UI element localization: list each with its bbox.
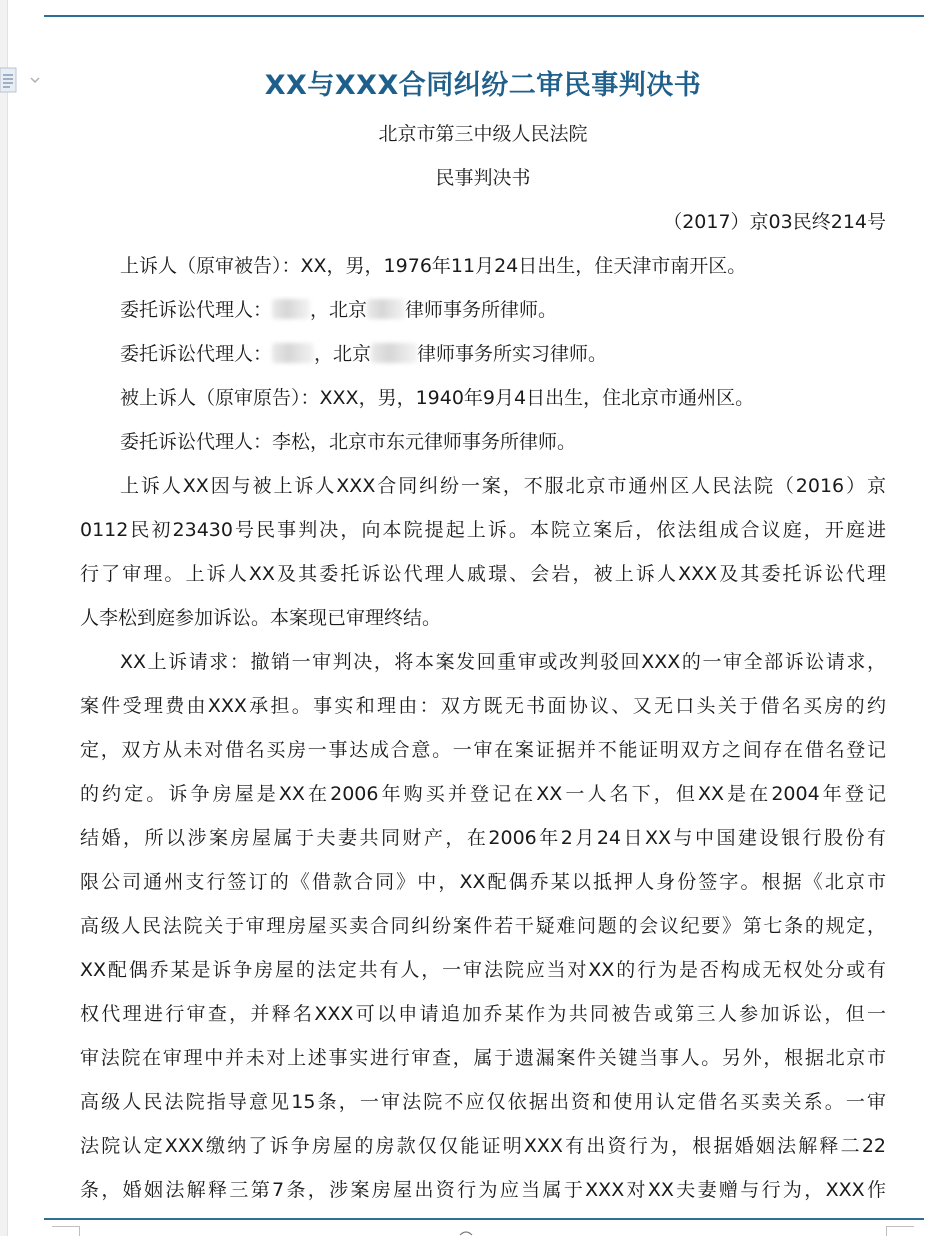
text-line: 结婚，所以涉案房屋属于夫妻共同财产，在2006年2月24日XX与中国建设银行股份有 — [80, 827, 886, 849]
document-title: XX与XXX合同纠纷二审民事判决书 — [264, 70, 702, 101]
party-role: 委托诉讼代理人： — [120, 431, 273, 453]
party-text-a: ，北京 — [314, 343, 372, 365]
party-text: XX，男，1976年11月24日出生，住天津市南开区。 — [300, 255, 747, 277]
left-margin-strip — [0, 0, 8, 1236]
redacted-firm — [371, 343, 417, 363]
page-mark-icon — [458, 1228, 474, 1236]
party-text-b: 律师事务所律师。 — [405, 299, 558, 321]
party-text: 李松，北京市东元律师事务所律师。 — [272, 431, 577, 453]
chevron-down-icon[interactable] — [30, 76, 40, 84]
party-text-a: ，北京 — [310, 299, 368, 321]
redacted-name — [272, 343, 314, 363]
party-agent-3 — [80, 420, 886, 464]
party-role: 委托诉讼代理人： — [120, 299, 273, 321]
text-line: 0112民初23430号民事判决，向本院提起上诉。本院立案后，依法组成合议庭，开庭进 — [80, 519, 886, 541]
text-line: 高级人民法院指导意见15条，一审法院不应仅依据出资和使用认定借名买卖关系。一审 — [80, 1091, 886, 1113]
redacted-firm — [367, 299, 405, 319]
document-page — [80, 60, 886, 1212]
party-agent-2 — [80, 332, 886, 376]
document-icon[interactable] — [0, 66, 20, 96]
text-line: XX上诉请求：撤销一审判决，将本案发回重审或改判驳回XXX的一审全部诉讼请求， — [120, 651, 886, 673]
text-line: 权代理进行审查，并释名XXX可以申请追加乔某作为共同被告或第三人参加诉讼，但一 — [80, 1003, 886, 1025]
court-name: 北京市第三中级人民法院 — [378, 123, 588, 145]
text-line: 案件受理费由XXX承担。事实和理由：双方既无书面协议、又无口头关于借名买房的约 — [80, 695, 886, 717]
party-agent-1 — [80, 288, 886, 332]
party-appellant — [80, 244, 886, 288]
document-type: 民事判决书 — [435, 167, 531, 189]
text-line: 上诉人XX因与被上诉人XXX合同纠纷一案，不服北京市通州区人民法院（2016）京 — [120, 475, 886, 497]
text-line: 条，婚姻法解释三第7条，涉案房屋出资行为应当属于XXX对XX夫妻赠与行为，XXX作 — [80, 1179, 886, 1201]
redacted-name — [272, 299, 310, 319]
party-role: 上诉人（原审被告）： — [120, 255, 301, 277]
text-line: 人李松到庭参加诉讼。本案现已审理终结。 — [80, 607, 442, 629]
page-corner-right — [886, 1226, 914, 1236]
party-role: 被上诉人（原审原告）： — [120, 387, 320, 409]
party-text-b: 律师事务所实习律师。 — [417, 343, 608, 365]
party-text: XXX，男，1940年9月4日出生，住北京市通州区。 — [319, 387, 755, 409]
party-role: 委托诉讼代理人： — [120, 343, 273, 365]
text-line: 定，双方从未对借名买房一事达成合意。一审在案证据并不能证明双方之间存在借名登记 — [80, 739, 886, 761]
party-appellee — [80, 376, 886, 420]
text-line: 高级人民法院关于审理房屋买卖合同纠纷案件若干疑难问题的会议纪要》第七条的规定， — [80, 915, 886, 937]
body-text — [80, 464, 886, 1212]
footer-rule — [44, 1218, 924, 1220]
text-line: XX配偶乔某是诉争房屋的法定共有人，一审法院应当对XX的行为是否构成无权处分或有 — [80, 959, 886, 981]
text-line: 法院认定XXX缴纳了诉争房屋的房款仅仅能证明XXX有出资行为，根据婚姻法解释二22 — [80, 1135, 886, 1157]
case-number: （2017）京03民终214号 — [663, 211, 886, 233]
text-line: 审法院在审理中并未对上述事实进行审查，属于遗漏案件关键当事人。另外，根据北京市 — [80, 1047, 886, 1069]
page-corner-left — [52, 1226, 80, 1236]
header-rule — [44, 15, 924, 17]
text-line: 行了审理。上诉人XX及其委托诉讼代理人戚璟、会岩，被上诉人XXX及其委托诉讼代理 — [80, 563, 886, 585]
text-line: 限公司通州支行签订的《借款合同》中，XX配偶乔某以抵押人身份签字。根据《北京市 — [80, 871, 886, 893]
text-line: 的约定。诉争房屋是XX在2006年购买并登记在XX一人名下，但XX是在2004年登记 — [80, 783, 886, 805]
